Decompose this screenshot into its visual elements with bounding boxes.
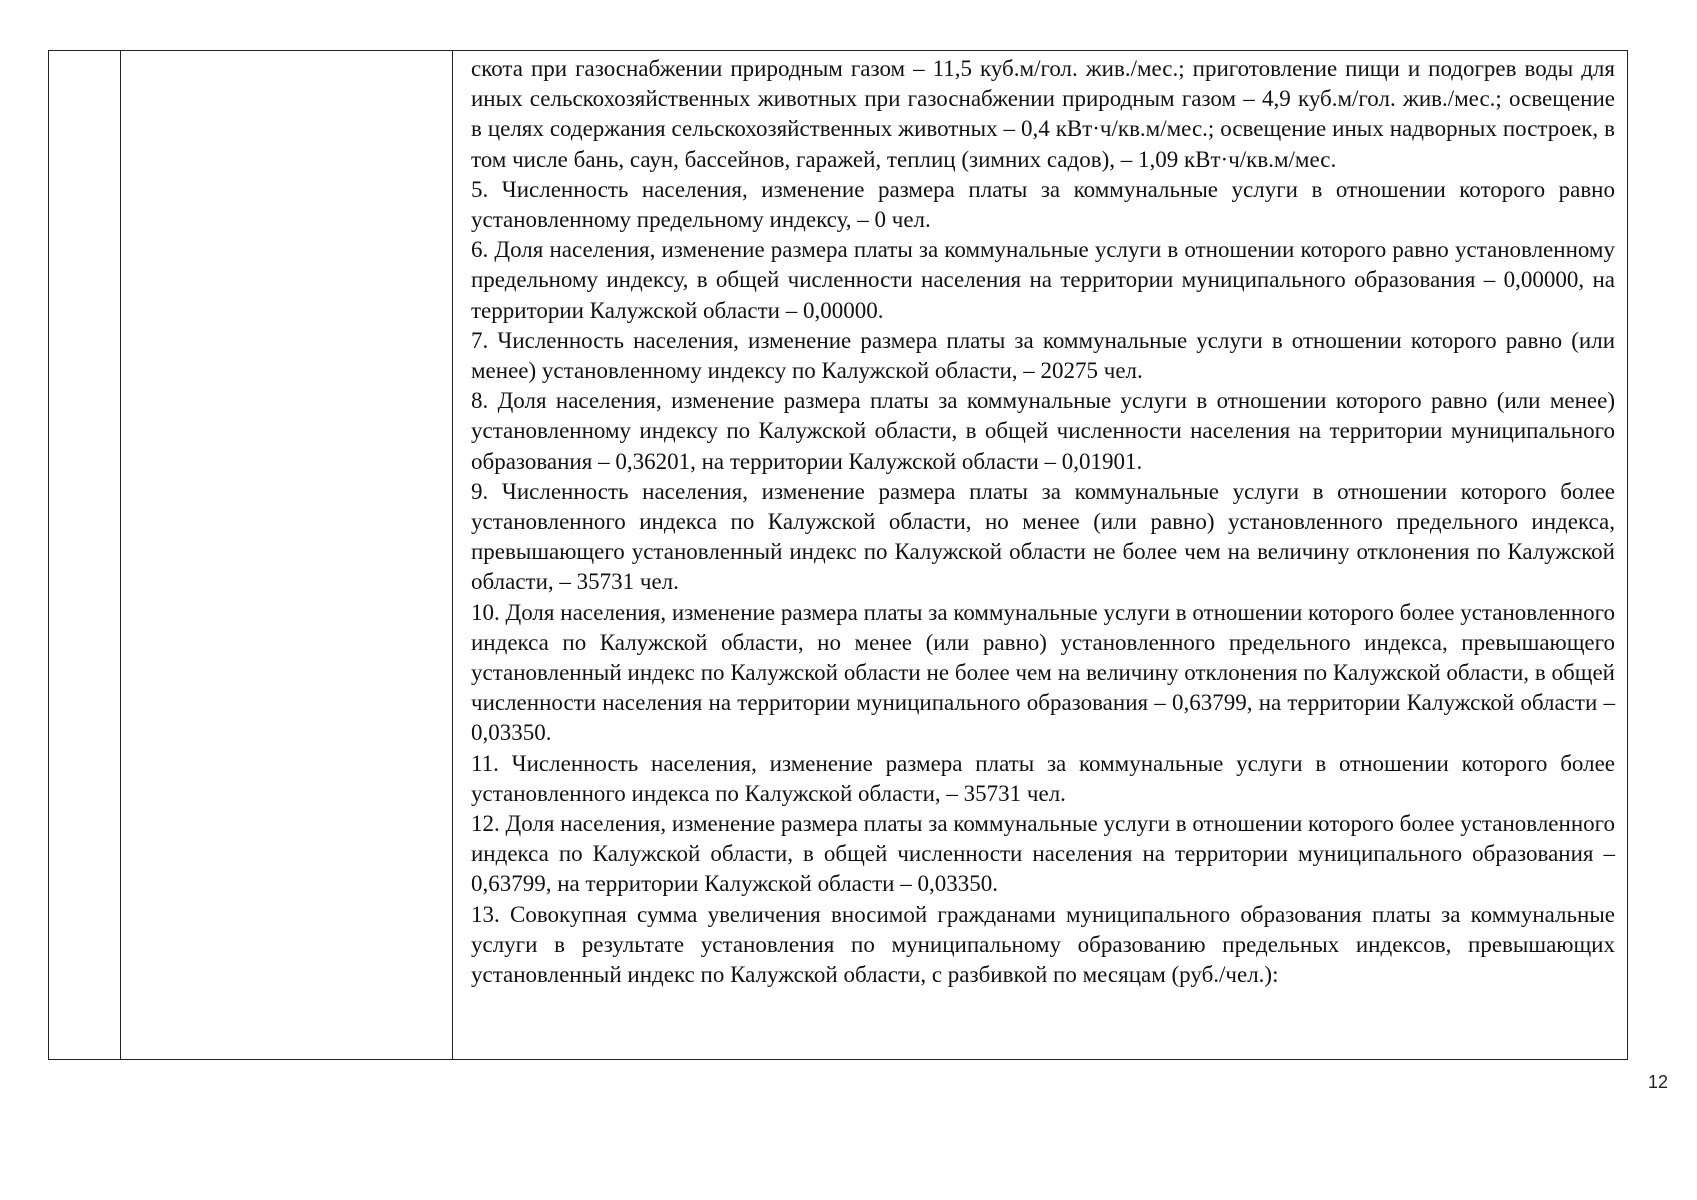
paragraph-continuation: скота при газоснабжении природным газом – 11,5 куб.м/гол. жив./мес.; приготовление пищи и подогрев воды для иных сельскохозяйственных животных при газоснабжении природным газом – 4,9 куб.м/гол. жив./мес.; освещение в целях содержания сельскохозяйственных животных – 0,4 кВт·ч/кв.м/мес.; освещение иных надворных построек, в том числе бань, саун, бассейнов, гаражей, теплиц (зимних садов), – 1,09 кВт·ч/кв.м/мес. (471, 56, 1615, 172)
content-text (471, 54, 1615, 990)
document-table (48, 50, 1628, 1060)
paragraph-10: 10. Доля населения, изменение размера платы за коммунальные услуги в отношении которого более установленного индекса по Калужской области, но менее (или равно) установленного предельного индекса, превышающего установленный индекс по Калужской области не более чем на величину отклонения по Калужской области, в общей численности населения на территории муниципального образования – 0,63799, на территории Калужской области – 0,03350. (471, 599, 1615, 746)
paragraph-8: 8. Доля населения, изменение размера платы за коммунальные услуги в отношении которого равно (или менее) установленному индексу по Калужской области, в общей численности населения на территории муниципального образования – 0,36201, на территории Калужской области – 0,01901. (471, 388, 1615, 474)
paragraph-6: 6. Доля населения, изменение размера платы за коммунальные услуги в отношении которого равно установленному предельному индексу, в общей численности населения на территории муниципального образования – 0,00000, на территории Калужской области – 0,00000. (471, 237, 1615, 323)
paragraph-11: 11. Численность населения, изменение размера платы за коммунальные услуги в отношении которого более установленного индекса по Калужской области, – 35731 чел. (471, 750, 1615, 806)
table-column-name (120, 50, 452, 1060)
table-column-number (48, 50, 120, 1060)
paragraph-12: 12. Доля населения, изменение размера платы за коммунальные услуги в отношении которого более установленного индекса по Калужской области, в общей численности населения на территории муниципального образования – 0,63799, на территории Калужской области – 0,03350. (471, 811, 1615, 897)
paragraph-5: 5. Численность населения, изменение размера платы за коммунальные услуги в отношении которого равно установленному предельному индексу, – 0 чел. (471, 176, 1615, 233)
paragraph-7: 7. Численность населения, изменение размера платы за коммунальные услуги в отношении которого равно (или менее) установленному индексу по Калужской области, – 20275 чел. (471, 327, 1615, 384)
paragraph-9: 9. Численность населения, изменение размера платы за коммунальные услуги в отношении которого более установленного индекса по Калужской области, но менее (или равно) установленного предельного индекса, превышающего установленный индекс по Калужской области не более чем на величину отклонения по Калужской области, – 35731 чел. (471, 478, 1615, 595)
table-column-content (452, 50, 1628, 1060)
paragraph-13: 13. Совокупная сумма увеличения вносимой гражданами муниципального образования платы за коммунальные услуги в результате установления по муниципальному образованию предельных индексов, превышающих установленный индекс по Калужской области, с разбивкой по месяцам (руб./чел.): (471, 901, 1615, 988)
page-number: 12 (1647, 1072, 1668, 1092)
